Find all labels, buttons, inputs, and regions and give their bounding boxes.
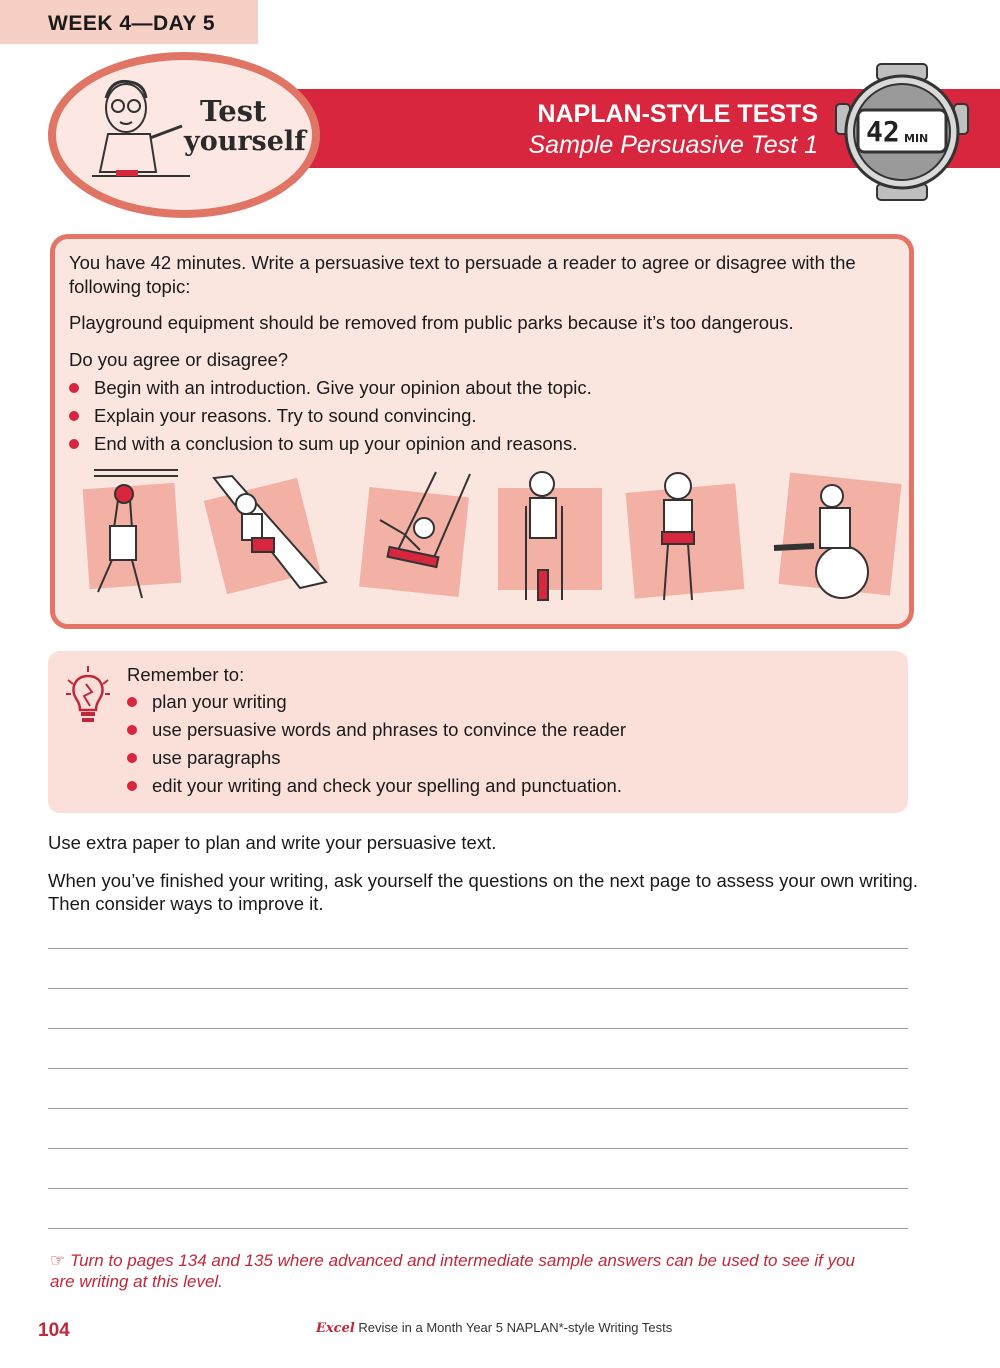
bullet-dot-icon (127, 753, 137, 763)
bullet-dot-icon (127, 697, 137, 707)
crutches-child-illustration (492, 466, 612, 610)
page-subtitle: Sample Persuasive Test 1 (528, 131, 818, 159)
instruction-self-assess: When you’ve finished your writing, ask yourself the questions on the next page to assess your own writing. Then consider ways to improve it. (48, 870, 918, 914)
wheelchair-child-illustration (764, 466, 904, 610)
prompt-bullet: Begin with an introduction. Give your opinion about the topic. (69, 376, 592, 400)
remember-item: use paragraphs (127, 746, 281, 770)
timer-value: 42 (866, 115, 900, 148)
pointing-hand-icon: ☞ (50, 1251, 70, 1270)
prompt-bullet: End with a conclusion to sum up your opinion and reasons. (69, 432, 577, 456)
footer-credit (316, 1320, 672, 1336)
remember-heading: Remember to: (127, 664, 245, 685)
writing-line[interactable] (48, 1068, 908, 1069)
writing-line[interactable] (48, 1108, 908, 1109)
writing-line[interactable] (48, 1148, 908, 1149)
bullet-dot-icon (69, 411, 79, 421)
remember-item: use persuasive words and phrases to convince the reader (127, 718, 626, 742)
bullet-dot-icon (127, 725, 137, 735)
remember-item: edit your writing and check your spelling and punctuation. (127, 774, 622, 798)
thinking-boy-illustration (78, 72, 198, 192)
badge-yourself-word: yourself (184, 126, 306, 157)
monkey-bars-child-illustration (72, 468, 192, 608)
badge-test-word: Test (200, 94, 267, 128)
book-title: Revise in a Month Year 5 NAPLAN*-style Writing Tests (358, 1320, 673, 1335)
timer-unit: MIN (904, 132, 929, 145)
page-number: 104 (38, 1320, 70, 1341)
week-day-tab (0, 0, 258, 44)
footnote: ☞ Turn to pages 134 and 135 where advanced and intermediate sample answers can be used to see if you are writing at this level. (50, 1251, 855, 1291)
bullet-dot-icon (127, 781, 137, 791)
writing-line[interactable] (48, 988, 908, 989)
injured-arm-child-illustration (622, 466, 752, 610)
bullet-dot-icon (69, 439, 79, 449)
bullet-dot-icon (69, 383, 79, 393)
prompt-bullet: Explain your reasons. Try to sound convincing. (69, 404, 477, 428)
prompt-topic: Playground equipment should be removed from public parks because it’s too dangerous. (69, 312, 794, 333)
writing-line[interactable] (48, 1228, 908, 1229)
lightbulb-icon (66, 666, 110, 726)
page-title: NAPLAN-STYLE TESTS (537, 100, 818, 128)
writing-line[interactable] (48, 1028, 908, 1029)
stopwatch-icon (832, 62, 972, 202)
prompt-intro: You have 42 minutes. Write a persuasive text to persuade a reader to agree or disagree with the following topic: (69, 252, 856, 297)
remember-item: plan your writing (127, 690, 287, 714)
instruction-extra-paper: Use extra paper to plan and write your persuasive text. (48, 832, 497, 853)
week-day-label: WEEK 4—DAY 5 (48, 12, 216, 35)
writing-line[interactable] (48, 948, 908, 949)
swing-child-illustration (340, 470, 480, 610)
brand-logo: Excel (316, 1321, 355, 1336)
prompt-question: Do you agree or disagree? (69, 349, 289, 370)
slide-child-illustration (200, 470, 330, 610)
writing-line[interactable] (48, 1188, 908, 1189)
